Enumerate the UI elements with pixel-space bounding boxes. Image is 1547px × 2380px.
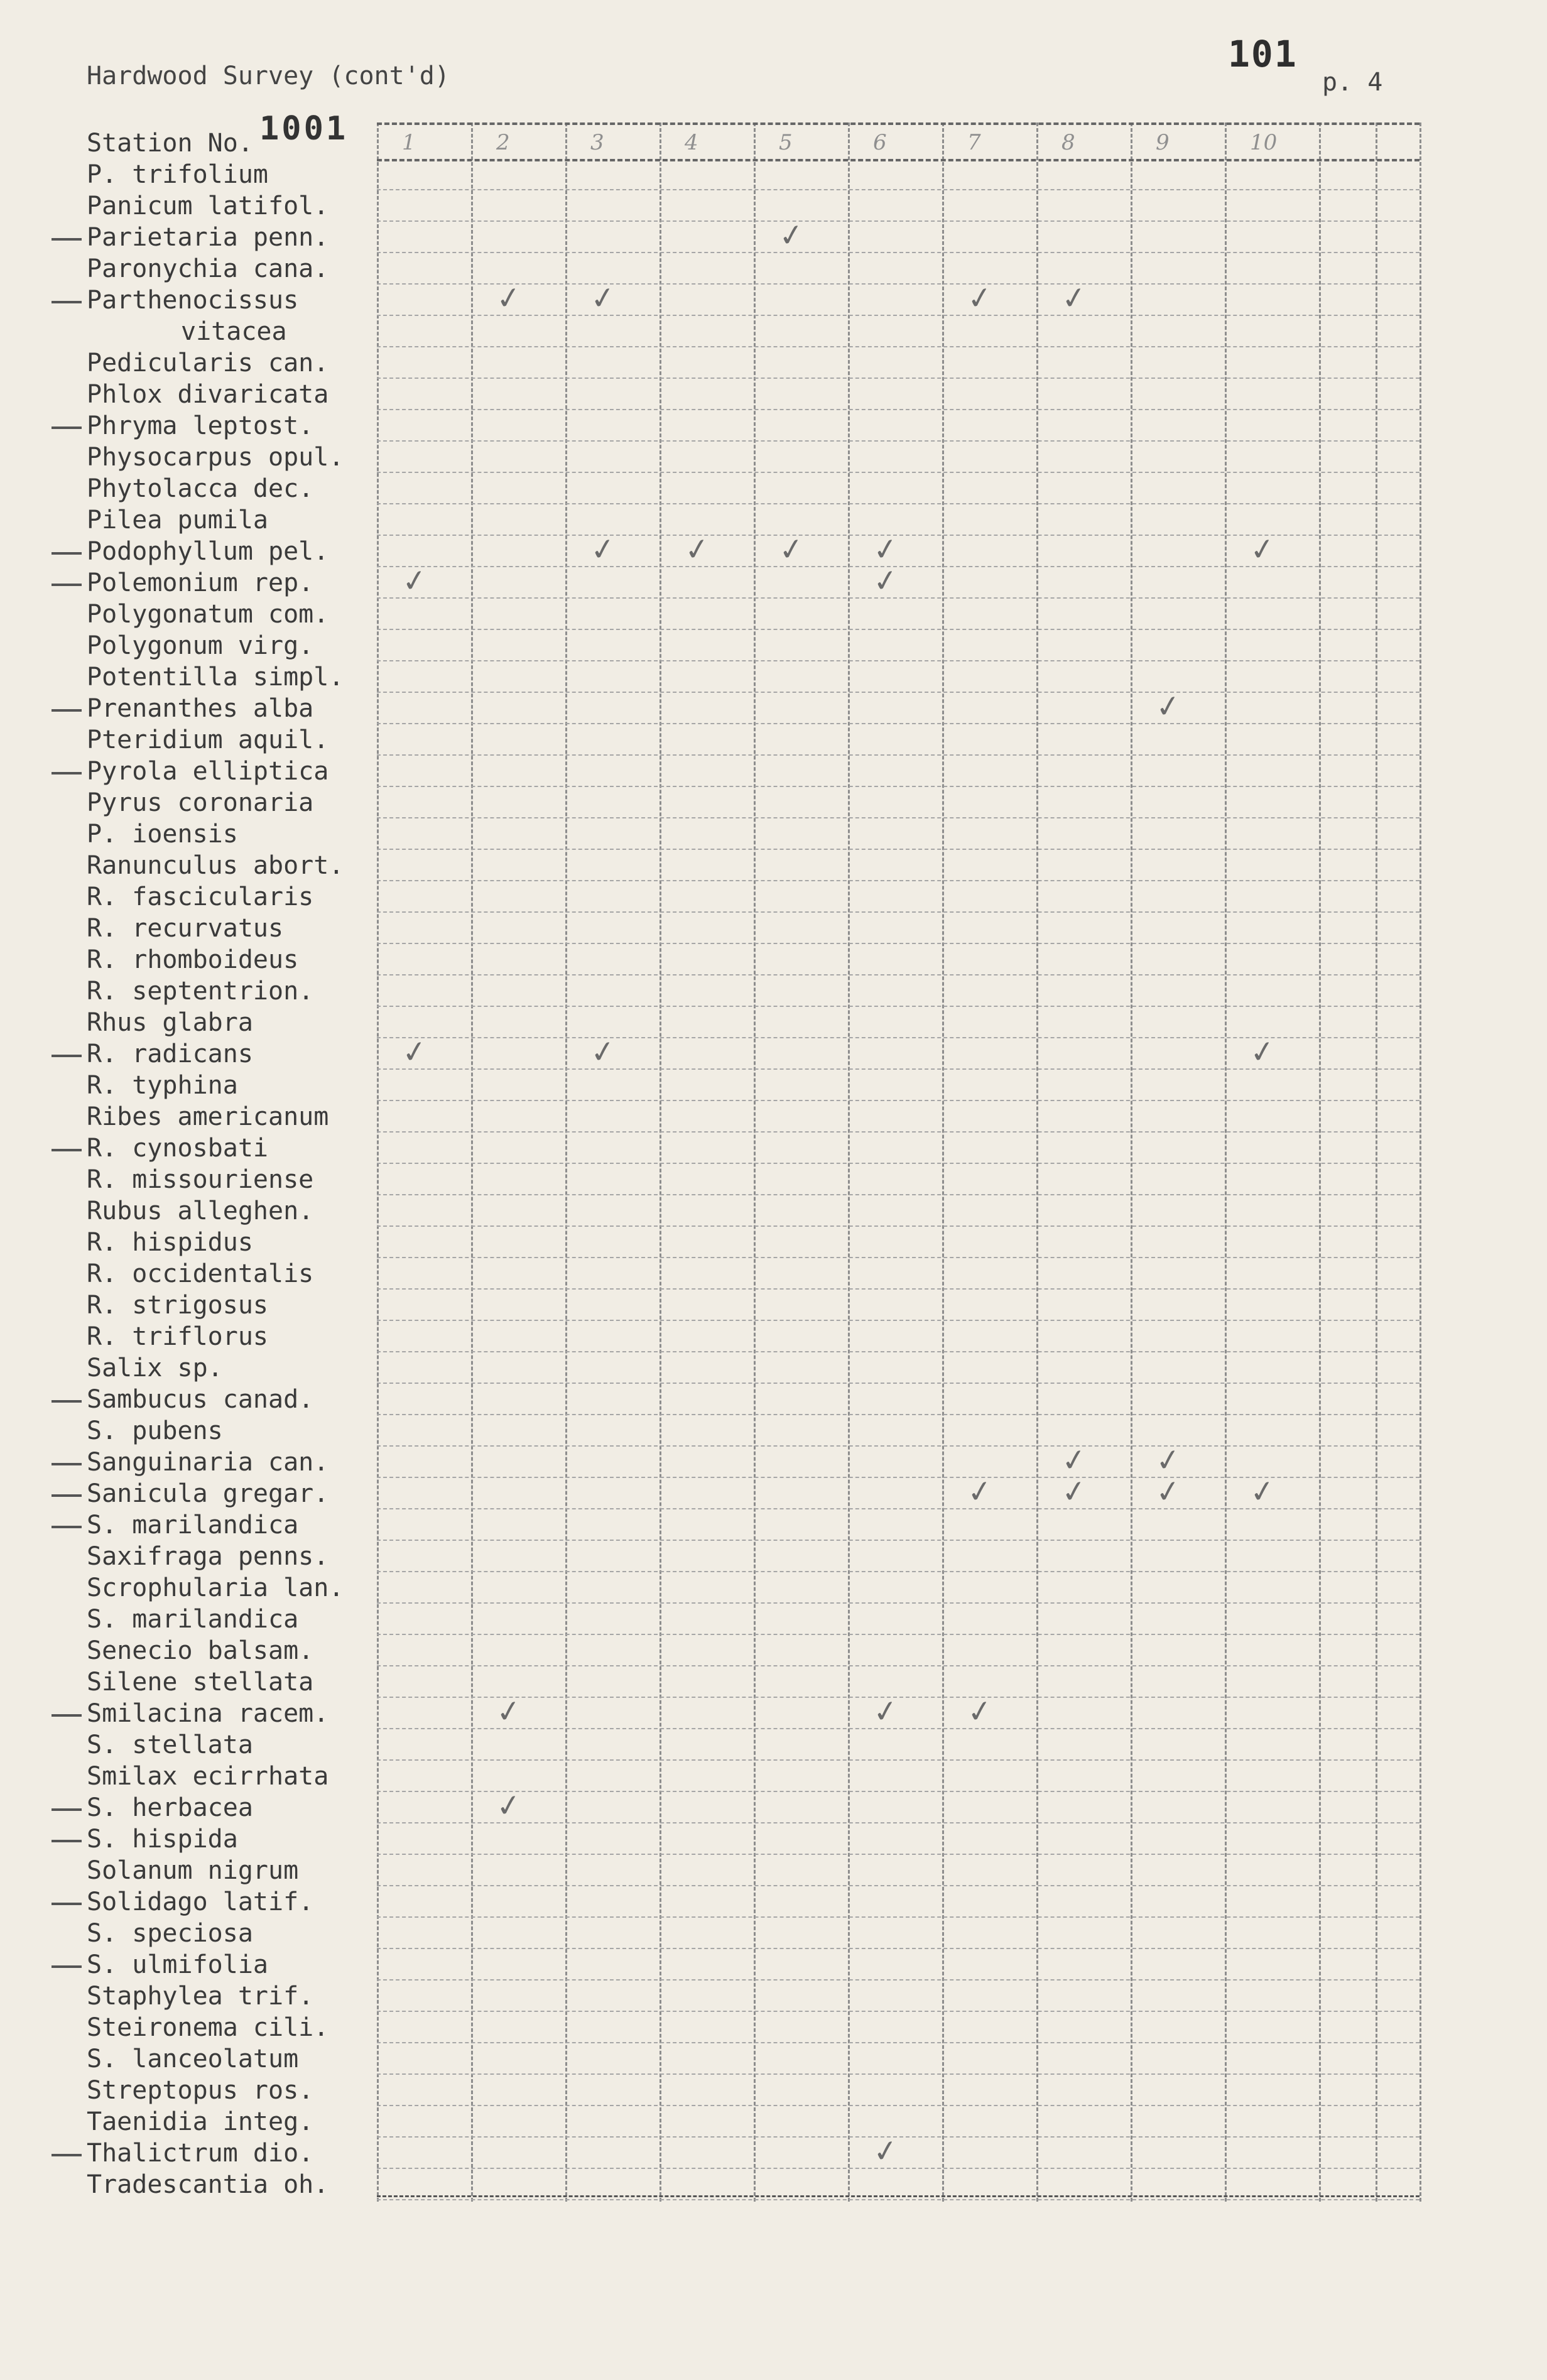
- check-mark: ✓: [1153, 1441, 1183, 1480]
- station-number: 1001: [259, 110, 349, 148]
- species-name: Pilea pumila: [87, 506, 268, 535]
- grid-column-line: [1131, 122, 1132, 2202]
- species-marker-dash: [52, 1400, 82, 1403]
- grid-row-line: [377, 378, 1419, 379]
- grid-column-line: [1419, 122, 1421, 2202]
- grid-row-line: [377, 2168, 1419, 2169]
- grid-row-line: [377, 1602, 1419, 1604]
- grid-column-line: [565, 122, 567, 2202]
- species-name: Physocarpus opul.: [87, 443, 344, 472]
- grid-row-line: [377, 723, 1419, 724]
- grid-column-line: [1036, 122, 1038, 2202]
- check-mark: ✓: [871, 2132, 901, 2171]
- grid-column-line: [377, 122, 379, 2202]
- grid-column-line: [942, 122, 944, 2202]
- grid-row-line: [377, 692, 1419, 693]
- grid-row-line: [377, 472, 1419, 473]
- check-mark: ✓: [494, 279, 524, 318]
- species-name: S. speciosa: [87, 1919, 253, 1948]
- species-name: Solanum nigrum: [87, 1856, 299, 1885]
- check-mark: ✓: [1059, 1441, 1089, 1480]
- species-name: Saxifraga penns.: [87, 1542, 329, 1571]
- species-name: Senecio balsam.: [87, 1636, 314, 1665]
- check-mark: ✓: [399, 562, 430, 600]
- grid-row-line: [377, 1948, 1419, 1949]
- grid-row-line: [377, 2011, 1419, 2012]
- species-name: S. herbacea: [87, 1793, 253, 1822]
- grid-row-line: [377, 1257, 1419, 1258]
- grid-row-line: [377, 1791, 1419, 1792]
- species-name: Scrophularia lan.: [87, 1573, 344, 1602]
- grid-row-line: [377, 849, 1419, 850]
- grid-row-line: [377, 817, 1419, 818]
- species-marker-dash: [52, 1965, 82, 1968]
- species-name: Sanguinaria can.: [87, 1448, 329, 1477]
- grid-row-line: [377, 315, 1419, 316]
- grid-row-line: [377, 1194, 1419, 1195]
- species-name: R. triflorus: [87, 1322, 268, 1351]
- grid-column-line: [1376, 122, 1377, 2202]
- species-name: Pedicularis can.: [87, 349, 329, 378]
- grid-row-line: [377, 1225, 1419, 1227]
- species-name: R. recurvatus: [87, 914, 284, 943]
- grid-row-line: [377, 754, 1419, 756]
- species-name: Polygonatum com.: [87, 600, 329, 629]
- grid-row-line: [377, 1351, 1419, 1352]
- species-name: Phytolacca dec.: [87, 474, 314, 503]
- species-name: R. occidentalis: [87, 1259, 314, 1288]
- species-name: R. missouriense: [87, 1165, 314, 1194]
- grid-row-line: [377, 1131, 1419, 1133]
- check-mark: ✓: [399, 1033, 430, 1072]
- grid-row-line: [377, 1916, 1419, 1918]
- species-name: Pteridium aquil.: [87, 725, 329, 754]
- check-mark: ✓: [588, 279, 618, 318]
- column-number: 7: [967, 130, 981, 155]
- grid-top-border: [377, 122, 1419, 125]
- species-marker-dash: [52, 1840, 82, 1842]
- grid-row-line: [377, 1665, 1419, 1666]
- grid-row-line: [377, 440, 1419, 442]
- species-name: P. ioensis: [87, 820, 238, 849]
- species-name: Prenanthes alba: [87, 694, 314, 723]
- grid-row-line: [377, 1728, 1419, 1729]
- species-name: Solidago latif.: [87, 1888, 314, 1916]
- species-name: Smilax ecirrhata: [87, 1762, 329, 1791]
- grid-row-line: [377, 2136, 1419, 2138]
- grid-row-line: [377, 1540, 1419, 1541]
- check-mark: ✓: [871, 530, 901, 569]
- column-number: 4: [685, 130, 698, 155]
- species-marker-dash: [52, 1149, 82, 1151]
- column-number: 5: [779, 130, 793, 155]
- grid-column-line: [471, 122, 473, 2202]
- species-marker-dash: [52, 1903, 82, 1905]
- grid-row-line: [377, 660, 1419, 661]
- species-marker-dash: [52, 427, 82, 429]
- grid-row-line: [377, 1445, 1419, 1447]
- grid-row-line: [377, 943, 1419, 944]
- grid-row-line: [377, 1006, 1419, 1007]
- species-name: R. septentrion.: [87, 977, 314, 1006]
- grid-row-line: [377, 1383, 1419, 1384]
- grid-column-line: [660, 122, 661, 2202]
- check-mark: ✓: [871, 562, 901, 600]
- species-name: R. cynosbati: [87, 1134, 268, 1163]
- species-marker-dash: [52, 1526, 82, 1528]
- species-name: S. marilandica: [87, 1605, 299, 1634]
- grid-row-line: [377, 220, 1419, 222]
- grid-row-line: [377, 880, 1419, 881]
- grid-row-line: [377, 1100, 1419, 1101]
- species-name: Pyrus coronaria: [87, 788, 314, 817]
- page-title: Hardwood Survey (cont'd): [87, 62, 450, 90]
- grid-column-line: [848, 122, 850, 2202]
- check-mark: ✓: [965, 279, 995, 318]
- grid-column-line: [1225, 122, 1227, 2202]
- grid-row-line: [377, 283, 1419, 285]
- grid-row-line: [377, 1571, 1419, 1572]
- grid-row-line: [377, 1697, 1419, 1698]
- grid-row-line: [377, 629, 1419, 630]
- species-name: Tradescantia oh.: [87, 2170, 329, 2199]
- grid-row-line: [377, 1979, 1419, 1981]
- species-name: Sambucus canad.: [87, 1385, 314, 1414]
- check-mark: ✓: [588, 530, 618, 569]
- column-number: 3: [590, 130, 604, 155]
- check-mark: ✓: [776, 216, 806, 255]
- species-name: R. radicans: [87, 1040, 253, 1068]
- species-marker-dash: [52, 1463, 82, 1465]
- species-name: R. fascicularis: [87, 883, 314, 911]
- grid-row-line: [377, 1759, 1419, 1761]
- species-marker-dash: [52, 1808, 82, 1811]
- grid-row-line: [377, 2073, 1419, 2075]
- species-name: Thalictrum dio.: [87, 2139, 314, 2168]
- grid-row-line: [377, 1634, 1419, 1635]
- species-name: Sanicula gregar.: [87, 1479, 329, 1508]
- check-mark: ✓: [1247, 530, 1278, 569]
- check-mark: ✓: [1247, 1472, 1278, 1511]
- column-number: 10: [1250, 130, 1278, 155]
- species-marker-dash: [52, 1055, 82, 1057]
- grid-column-line: [1319, 122, 1321, 2202]
- check-mark: ✓: [1059, 1472, 1089, 1511]
- species-name: Salix sp.: [87, 1354, 223, 1383]
- species-name: Polygonum virg.: [87, 631, 314, 660]
- species-name: R. typhina: [87, 1071, 238, 1100]
- check-mark: ✓: [1153, 687, 1183, 726]
- grid-row-line: [377, 911, 1419, 913]
- species-name: Podophyllum pel.: [87, 537, 329, 566]
- species-name: vitacea: [181, 317, 287, 346]
- species-name: R. strigosus: [87, 1291, 268, 1320]
- species-marker-dash: [52, 238, 82, 241]
- column-number: 1: [402, 130, 416, 155]
- grid-row-line: [377, 974, 1419, 975]
- species-marker-dash: [52, 772, 82, 774]
- column-number: 6: [873, 130, 887, 155]
- species-name: Smilacina racem.: [87, 1699, 329, 1728]
- species-name: Ribes americanum: [87, 1102, 329, 1131]
- species-name: Phryma leptost.: [87, 411, 314, 440]
- species-marker-dash: [52, 301, 82, 303]
- grid-row-line: [377, 1822, 1419, 1823]
- species-name: Panicum latifol.: [87, 192, 329, 220]
- page-number-label: p. 4: [1322, 68, 1383, 97]
- grid-row-line: [377, 346, 1419, 347]
- check-mark: ✓: [871, 1692, 901, 1731]
- species-marker-dash: [52, 2154, 82, 2156]
- species-name: Staphylea trif.: [87, 1982, 314, 2011]
- species-name: Rubus alleghen.: [87, 1197, 314, 1225]
- species-name: Pyrola elliptica: [87, 757, 329, 786]
- grid-row-line: [377, 1320, 1419, 1321]
- species-name: S. pubens: [87, 1416, 223, 1445]
- species-marker-dash: [52, 584, 82, 586]
- grid-column-line: [754, 122, 756, 2202]
- species-name: Steironema cili.: [87, 2013, 329, 2042]
- species-name: Paronychia cana.: [87, 254, 329, 283]
- species-name: Parthenocissus: [87, 286, 299, 315]
- species-name: Phlox divaricata: [87, 380, 329, 409]
- check-mark: ✓: [1153, 1472, 1183, 1511]
- grid-row-line: [377, 1854, 1419, 1855]
- document-number: 101: [1228, 33, 1298, 75]
- species-name: Potentilla simpl.: [87, 663, 344, 692]
- species-name: R. rhomboideus: [87, 945, 299, 974]
- species-name: Polemonium rep.: [87, 568, 314, 597]
- tally-grid: [377, 122, 1419, 2202]
- check-mark: ✓: [494, 1786, 524, 1825]
- species-name: Parietaria penn.: [87, 223, 329, 252]
- grid-row-line: [377, 252, 1419, 253]
- check-mark: ✓: [682, 530, 712, 569]
- column-number: 8: [1061, 130, 1075, 155]
- grid-row-line: [377, 1163, 1419, 1164]
- species-marker-dash: [52, 709, 82, 712]
- species-marker-dash: [52, 552, 82, 555]
- species-name: Ranunculus abort.: [87, 851, 344, 880]
- check-mark: ✓: [965, 1472, 995, 1511]
- check-mark: ✓: [776, 530, 806, 569]
- column-number: 2: [496, 130, 510, 155]
- check-mark: ✓: [1059, 279, 1089, 318]
- species-name: Rhus glabra: [87, 1008, 253, 1037]
- species-name: S. hispida: [87, 1825, 238, 1854]
- grid-row-line: [377, 786, 1419, 787]
- column-number: 9: [1156, 130, 1170, 155]
- species-marker-dash: [52, 1714, 82, 1717]
- check-mark: ✓: [588, 1033, 618, 1072]
- grid-row-line: [377, 189, 1419, 190]
- grid-row-line: [377, 409, 1419, 410]
- species-name: Taenidia integ.: [87, 2107, 314, 2136]
- check-mark: ✓: [965, 1692, 995, 1731]
- check-mark: ✓: [1247, 1033, 1278, 1072]
- species-name: Streptopus ros.: [87, 2076, 314, 2105]
- species-name: S. stellata: [87, 1731, 253, 1759]
- species-name: R. hispidus: [87, 1228, 253, 1257]
- species-marker-dash: [52, 1494, 82, 1497]
- grid-row-line: [377, 1414, 1419, 1415]
- grid-row-line: [377, 597, 1419, 599]
- grid-header-border: [377, 159, 1419, 161]
- grid-row-line: [377, 2105, 1419, 2106]
- check-mark: ✓: [494, 1692, 524, 1731]
- grid-row-line: [377, 2042, 1419, 2043]
- species-name: S. marilandica: [87, 1511, 299, 1540]
- species-name: Silene stellata: [87, 1668, 314, 1697]
- station-label: Station No.: [87, 129, 253, 158]
- species-name: S. lanceolatum: [87, 2045, 299, 2073]
- grid-row-line: [377, 503, 1419, 504]
- grid-bottom-border: [377, 2195, 1419, 2203]
- grid-row-line: [377, 1885, 1419, 1886]
- grid-row-line: [377, 1288, 1419, 1290]
- species-name: P. trifolium: [87, 160, 268, 189]
- species-name: S. ulmifolia: [87, 1950, 268, 1979]
